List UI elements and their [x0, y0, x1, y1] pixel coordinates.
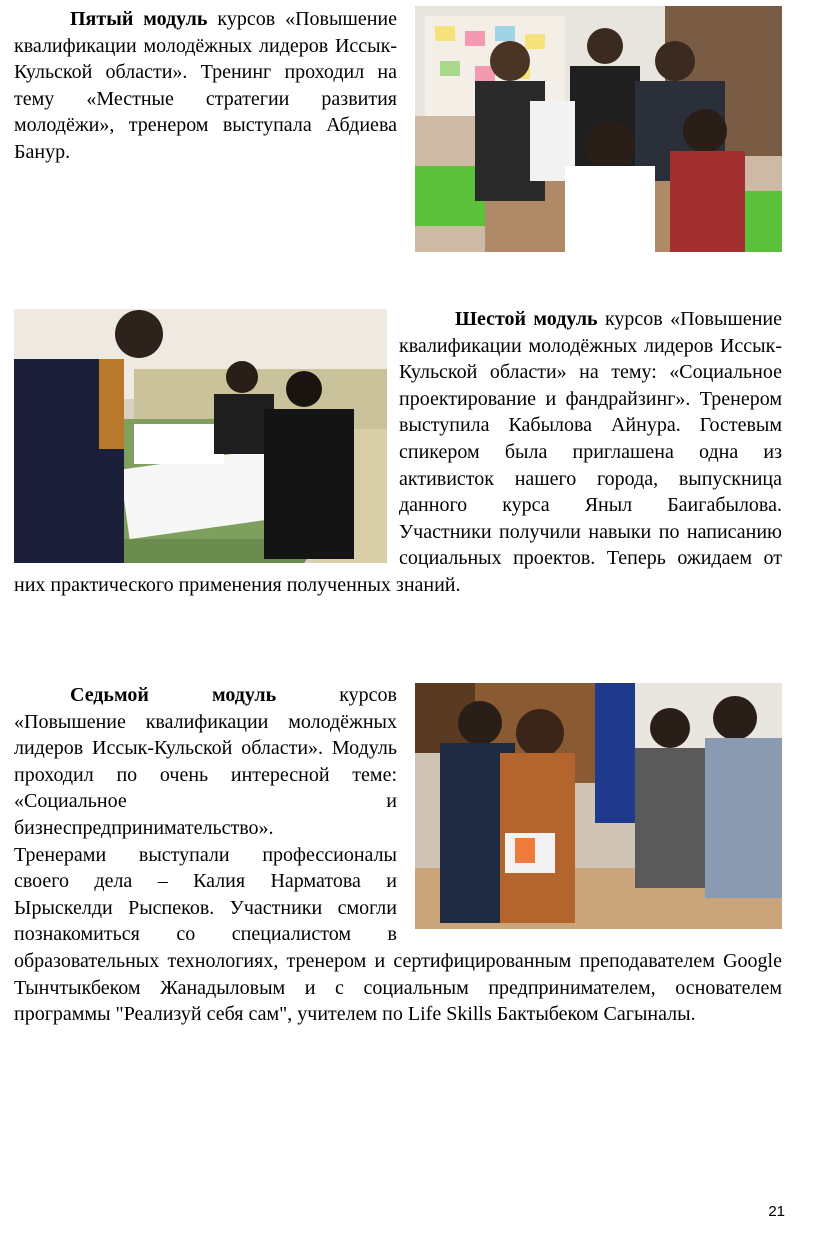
sixth-module-lead: Шестой модуль: [455, 308, 598, 330]
section-sixth-module: [14, 306, 782, 599]
page-number: 21: [768, 1203, 785, 1220]
photo-seventh-module-session: [415, 683, 782, 929]
seventh-module-lead: Седьмой модуль: [70, 684, 277, 706]
photo-sixth-module-workshop: [14, 309, 387, 563]
fifth-module-text: курсов «Повышение квалификации молодёжных лидеров Иссык-Кульской области». Тренинг проходил на тему «Местные стратегии развития молодёжи», тренером выступала Абдиева Банур.: [14, 8, 397, 163]
photo-fifth-module-training: [415, 6, 782, 252]
seventh-module-text-continued: Тренерами выступали профессионалы своего дела – Калия Нарматова и Ырыскелди Рыспеков. Участники смогли познакомиться со специалистом в образовательных технологиях, тренером и сертифицированным преподавателем Google Тынчтыкбеком Жанадыловым и с социальным предпринимателем, основателем программы "Реализуй себя сам", учителем по Life Skills Бактыбеком Сагыналы.: [14, 843, 782, 1026]
sixth-module-text: курсов «Повышение квалификации молодёжных лидеров Иссык-Кульской области» на тему: «Социальное проектирование и фандрайзинг». Тренером выступила Кабылова Айнура. Гостевым спикером была приглашена одна из активисток нашего города, выпускница данного курса Яныл Баигабылова. Участники получили навыки по написанию социальных проектов. Теперь ожидаем от них практического применения полученных знаний.: [14, 308, 783, 596]
fifth-module-lead: Пятый модуль: [70, 8, 208, 30]
seventh-module-text: курсов «Повышение квалификации молодёжных лидеров Иссык-Кульской области». Модуль проходил по очень интересной теме: «Социальное и бизнеспредпринимательство».: [14, 684, 397, 839]
section-fifth-module: [14, 6, 782, 258]
section-seventh-module: [14, 682, 782, 1028]
